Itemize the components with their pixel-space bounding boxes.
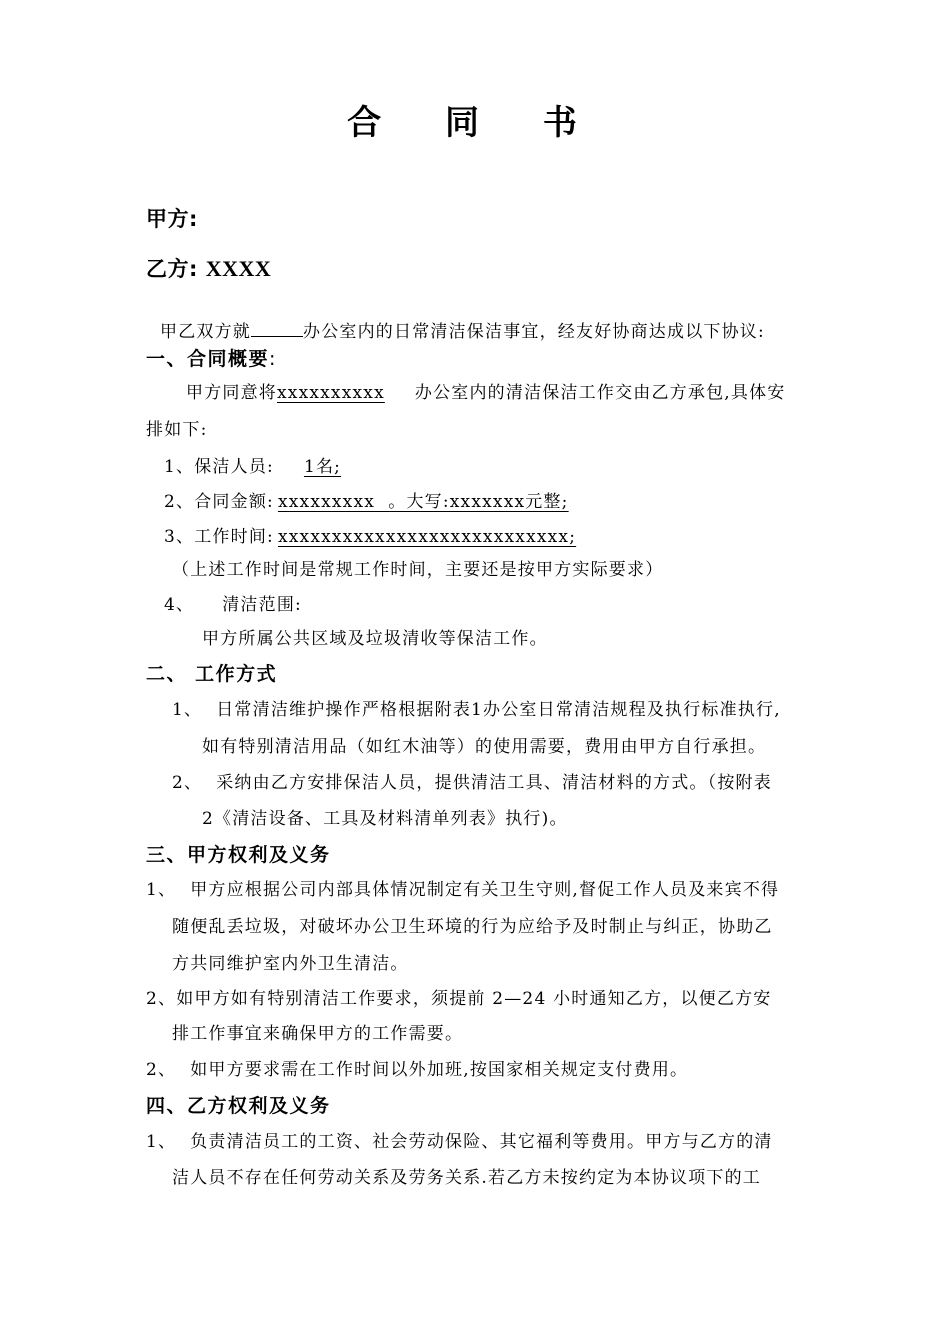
office-name-value: xxxxxxxxxx (277, 383, 385, 403)
item-working-time: 3、工作时间: xxxxxxxxxxxxxxxxxxxxxxxxxxx; (164, 525, 590, 549)
section-4-item-1-line1: 1、 负责清洁员工的工资、社会劳动保险、其它福利等费用。甲方与乙方的清 (146, 1132, 773, 1152)
section-2-heading: 二、 工作方式 (146, 663, 278, 685)
section-1-paragraph-line1: 甲方同意将xxxxxxxxxx 办公室内的清洁保洁工作交由乙方承包,具体安 (186, 383, 786, 403)
section-2-item-1-line1: 1、 日常清洁维护操作严格根据附表1办公室日常清洁规程及执行标准执行, (172, 700, 781, 720)
section-4-heading: 四、乙方权利及义务 (146, 1095, 331, 1117)
party-b-name: XXXX (205, 256, 272, 281)
section-1-paragraph-line2: 排如下: (146, 420, 208, 440)
section-2-item-2-line2: 2《清洁设备、工具及材料清单列表》执行)。 (202, 809, 568, 829)
section-2-item-2-line1: 2、 采纳由乙方安排保洁人员，提供清洁工具、清洁材料的方式。（按附表 (172, 773, 772, 793)
item-cleaning-scope: 4、 清洁范围: (164, 595, 302, 615)
section-1-heading: 一、合同概要: (146, 348, 277, 370)
working-time-value: xxxxxxxxxxxxxxxxxxxxxxxxxxx; (277, 527, 577, 547)
section-3-item-1-line1: 1、 甲方应根据公司内部具体情况制定有关卫生守则,督促工作人员及来宾不得 (146, 880, 780, 900)
cleaning-staff-value: 1名; (303, 457, 342, 477)
intro-before: 甲乙双方就 (160, 322, 251, 342)
section-2-item-1-line2: 如有特别清洁用品（如红木油等）的使用需要，费用由甲方自行承担。 (202, 737, 767, 757)
intro-paragraph (160, 320, 765, 344)
document-title: 合 同 书 (347, 103, 603, 143)
office-name-blank (251, 322, 303, 337)
section-3-item-3: 2、 如甲方要求需在工作时间以外加班,按国家相关规定支付费用。 (146, 1060, 689, 1080)
section-4-item-1-line2: 洁人员不存在任何劳动关系及劳务关系.若乙方未按约定为本协议项下的工 (172, 1168, 762, 1188)
party-a-label: 甲方: (146, 207, 198, 231)
contract-amount-value: xxxxxxxxx 。大写:xxxxxxx元整; (277, 492, 569, 512)
item-cleaning-staff: 1、保洁人员: 1名; (164, 457, 342, 477)
section-3-item-1-line2: 随便乱丢垃圾，对破坏办公卫生环境的行为应给予及时制止与纠正，协助乙 (172, 917, 773, 937)
party-b-line (146, 254, 271, 284)
section-3-item-1-line3: 方共同维护室内外卫生清洁。 (172, 954, 409, 974)
party-b-label: 乙方: (146, 257, 198, 281)
section-3-heading: 三、甲方权利及义务 (146, 844, 331, 866)
section-3-item-2-line1: 2、如甲方如有特别清洁工作要求，须提前 2—24 小时通知乙方，以便乙方安 (146, 989, 772, 1009)
section-3-item-2-line2: 排工作事宜来确保甲方的工作需要。 (172, 1024, 464, 1044)
cleaning-scope-text: 甲方所属公共区域及垃圾清收等保洁工作。 (202, 629, 548, 649)
item-contract-amount: 2、合同金额: xxxxxxxxx 。大写:xxxxxxx元整; (164, 492, 569, 512)
intro-after: 办公室内的日常清洁保洁事宜，经友好协商达成以下协议: (303, 322, 765, 342)
working-time-note: （上述工作时间是常规工作时间，主要还是按甲方实际要求） (172, 560, 664, 580)
